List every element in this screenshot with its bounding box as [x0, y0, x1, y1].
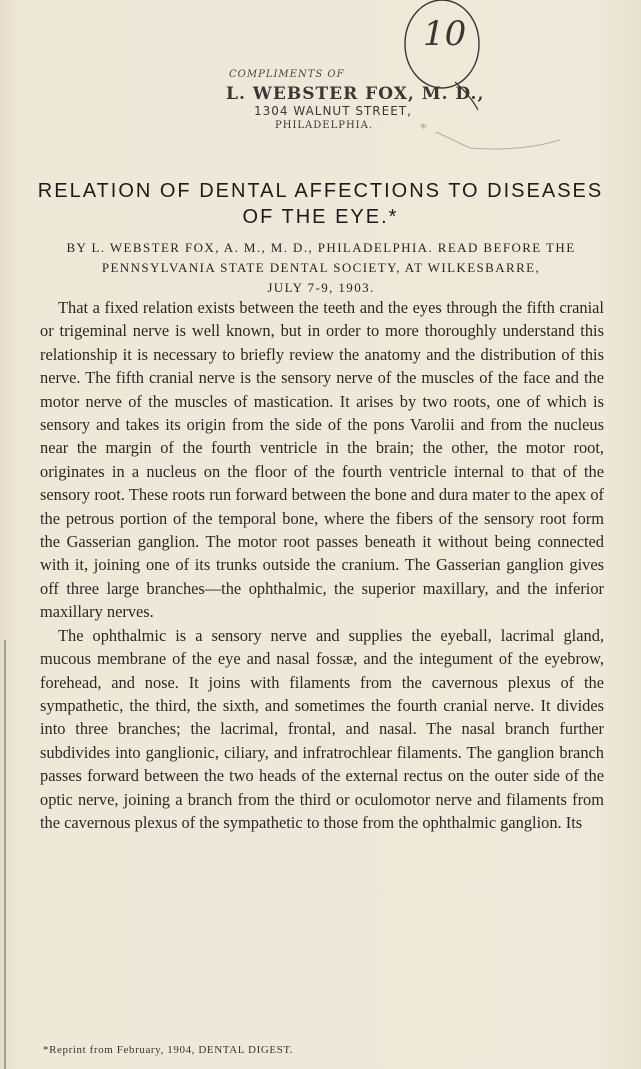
- byline-line-3: JULY 7-9, 1903.: [267, 280, 375, 295]
- byline-line-1: BY L. WEBSTER FOX, A. M., M. D., PHILADELPHIA. READ BEFORE THE: [66, 240, 576, 255]
- stamp-city: PHILADELPHIA.: [275, 120, 374, 131]
- article-body: [40, 296, 604, 834]
- svg-text:*: *: [420, 122, 427, 137]
- byline: [40, 238, 602, 298]
- title-line-2: OF THE EYE.*: [242, 206, 399, 228]
- footnote: *Reprint from February, 1904, DENTAL DIGEST.: [43, 1044, 294, 1056]
- inscription-stamp: [0, 0, 641, 160]
- byline-line-2: PENNSYLVANIA STATE DENTAL SOCIETY, AT WILKESBARRE,: [101, 260, 541, 275]
- paragraph: That a fixed relation exists between the teeth and the eyes through the fifth cranial or trigeminal nerve is well known, but in order to more thoroughly understand this relationship it is necessary to briefly review the anatomy and the distribution of this nerve. The fifth cranial nerve is the sensory nerve of the muscles of the face and the motor nerve of the muscles of mastication. It arises by two roots, one of which is sensory and takes its origin from the side of the pons Varolii and from the nucleus near the margin of the fourth ventricle in the brain; the other, the motor root, originates in a nucleus on the floor of the fourth ventricle internal to that of the sensory root. These roots run forward between the bone and dura mater to the apex of the petrous portion of the temporal bone, where the fibers of the sensory root form the Gasserian ganglion. The motor root passes beneath it without being connected with it, joining one of its trunks outside the cranium. The Gasserian ganglion gives off three large branches—the ophthalmic, the superior maxillary, and the inferior maxillary nerves.: [40, 298, 604, 622]
- page-edge-line: [4, 640, 6, 1069]
- paragraph: The ophthalmic is a sensory nerve and supplies the eyeball, lacrimal gland, mucous membrane of the eye and nasal fossæ, and the integument of the eyebrow, forehead, and nose. It joins with filaments from the cavernous plexus of the sympathetic, the third, the sixth, and sometimes the fourth cranial nerve. It divides into three branches; the lacrimal, frontal, and nasal. The nasal branch further subdivides into ganglionic, ciliary, and infratrochlear filaments. The ganglion branch passes forward between the two heads of the external rectus on the outer side of the optic nerve, joining a branch from the third or oculomotor nerve and filaments from the cavernous plexus of the sympathetic to those from the ophthalmic ganglion. Its: [40, 625, 604, 832]
- stamp-name: L. WEBSTER FOX, M. D.,: [226, 84, 485, 104]
- stamp-street: 1304 WALNUT STREET,: [254, 104, 412, 118]
- handwritten-number: 10: [423, 14, 467, 54]
- stamp-compliments: COMPLIMENTS OF: [229, 69, 345, 80]
- article-title: [0, 178, 641, 230]
- title-line-1: RELATION OF DENTAL AFFECTIONS TO DISEASES: [37, 180, 604, 202]
- handwritten-circle: [0, 0, 641, 160]
